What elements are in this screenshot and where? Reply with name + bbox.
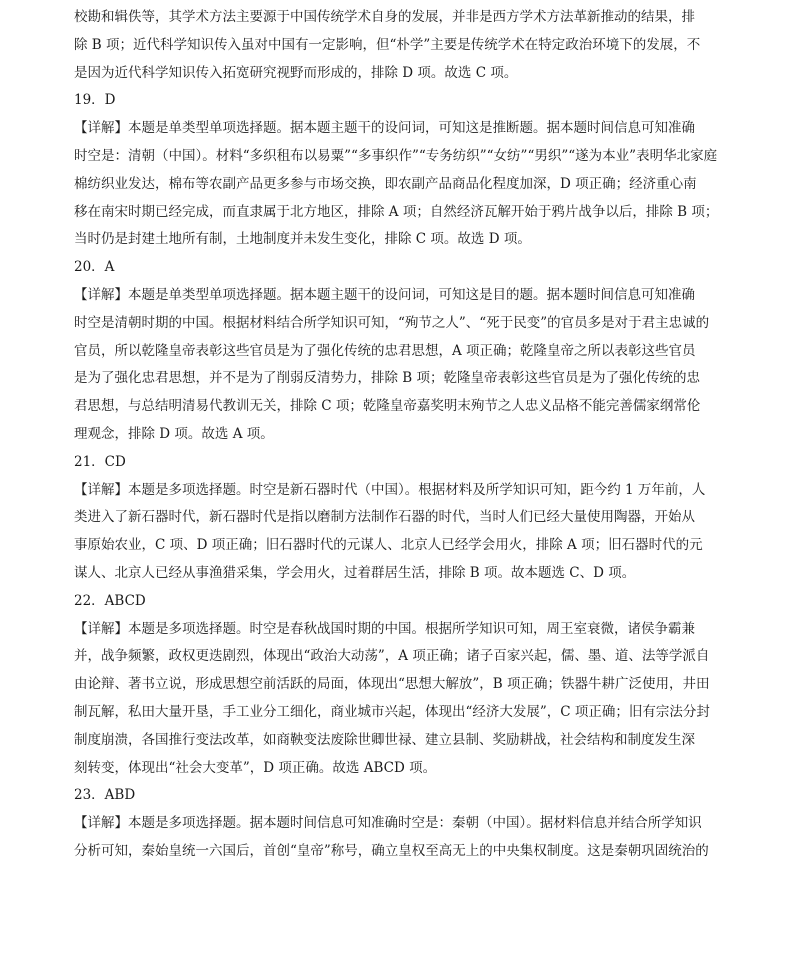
- text-line: 【详解】本题是多项选择题。时空是新石器时代（中国）。根据材料及所学知识可知，距今约 1 万年前，人: [74, 481, 706, 498]
- explanation-paragraph: [74, 115, 734, 254]
- text-line: 【详解】本题是多项选择题。时空是春秋战国时期的中国。根据所学知识可知，周王室衰微，诸侯争霸兼: [74, 620, 695, 637]
- text-line: 【详解】本题是多项选择题。据本题时间信息可知准确时空是：秦朝（中国）。据材料信息并结合所学知识: [74, 815, 702, 832]
- text-line: 移在南宋时期已经完成，而直隶属于北方地区，排除 A 项；自然经济瓦解开始于鸦片战争以后，排除 B 项；: [74, 203, 719, 220]
- text-line: 制瓦解，私田大量开垦，手工业分工细化，商业城市兴起，体现出“经济大发展”，C 项正确；旧有宗法分封: [74, 703, 710, 720]
- question-answer-number: 20．A: [74, 259, 115, 276]
- text-line: 类进入了新石器时代，新石器时代是指以磨制方法制作石器的时代，当时人们已经大量使用陶器，开始从: [74, 509, 695, 526]
- explanation-paragraph: [74, 477, 734, 588]
- text-line: 校勘和辑佚等，其学术方法主要源于中国传统学术自身的发展，并非是西方学术方法革新推动的结果，排: [74, 9, 695, 25]
- text-line: 是为了强化忠君思想，并不是为了削弱反清势力，排除 B 项；乾隆皇帝表彰这些官员是为了强化传统的忠: [74, 370, 701, 387]
- text-line: 时空是清朝时期的中国。根据材料结合所学知识可知，“殉节之人”、“死于民变”的官员多是对于君主忠诚的: [74, 314, 710, 331]
- text-line: 并，战争频繁，政权更迭剧烈，体现出“政治大动荡”，A 项正确；诸子百家兴起，儒、墨、道、法等学派自: [74, 648, 710, 665]
- explanation-paragraph: [74, 616, 734, 783]
- explanation-paragraph: [74, 4, 734, 87]
- text-line: 【详解】本题是单类型单项选择题。据本题主题干的设问词，可知这是推断题。据本题时间信息可知准确: [74, 120, 695, 137]
- text-line: 棉纺织业发达，棉布等农副产品更多参与市场交换，即农副产品商品化程度加深，D 项正确；经济重心南: [74, 175, 697, 192]
- text-line: 【详解】本题是单类型单项选择题。据本题主题干的设问词，可知这是目的题。据本题时间信息可知准确: [74, 286, 695, 303]
- text-line: 分析可知，秦始皇统一六国后，首创“皇帝”称号，确立皇权至高无上的中央集权制度。这是秦朝巩固统治的: [74, 842, 709, 859]
- text-line: 官员，所以乾隆皇帝表彰这些官员是为了强化传统的忠君思想，A 项正确；乾隆皇帝之所以表彰这些官员: [74, 342, 696, 359]
- text-line: 时空是：清朝（中国）。材料“多织租布以易粟”“多事织作”“专务纺织”“女纺”“男织”“遂为本业”表明华北家庭: [74, 147, 718, 164]
- text-line: 谋人、北京人已经从事渔猎采集，学会用火，过着群居生活，排除 B 项。故本题选 C、D 项。: [74, 564, 636, 581]
- text-line: 除 B 项；近代科学知识传入虽对中国有一定影响，但“朴学”主要是传统学术在特定政治环境下的发展，不: [74, 36, 701, 53]
- text-line: 君思想，与总结明清易代教训无关，排除 C 项；乾隆皇帝嘉奖明末殉节之人忠义品格不能完善儒家纲常伦: [74, 398, 701, 415]
- question-answer-number: 21．CD: [74, 453, 126, 470]
- explanation-paragraph: [74, 810, 734, 866]
- text-line: 制度崩溃，各国推行变法改革，如商鞅变法废除世卿世禄、建立县制、奖励耕战，社会结构和制度发生深: [74, 731, 695, 748]
- text-line: 事原始农业，C 项、D 项正确；旧石器时代的元谋人、北京人已经学会用火，排除 A 项；旧石器时代的元: [74, 537, 703, 554]
- question-answer-number: 19．D: [74, 92, 116, 109]
- text-line: 由论辩、著书立说，形成思想空前活跃的局面，体现出“思想大解放”，B 项正确；铁器牛耕广泛使用，井田: [74, 676, 710, 693]
- explanation-paragraph: [74, 282, 734, 449]
- text-line: 当时仍是封建土地所有制，土地制度并未发生变化，排除 C 项。故选 D 项。: [74, 231, 531, 248]
- question-answer-number: 23．ABD: [74, 787, 136, 804]
- document-page: [74, 4, 734, 866]
- text-line: 理观念，排除 D 项。故选 A 项。: [74, 425, 274, 442]
- text-line: 是因为近代科学知识传入拓宽研究视野而形成的，排除 D 项。故选 C 项。: [74, 64, 518, 81]
- text-line: 刻转变，体现出“社会大变革”，D 项正确。故选 ABCD 项。: [74, 759, 437, 776]
- question-answer-number: 22．ABCD: [74, 592, 146, 609]
